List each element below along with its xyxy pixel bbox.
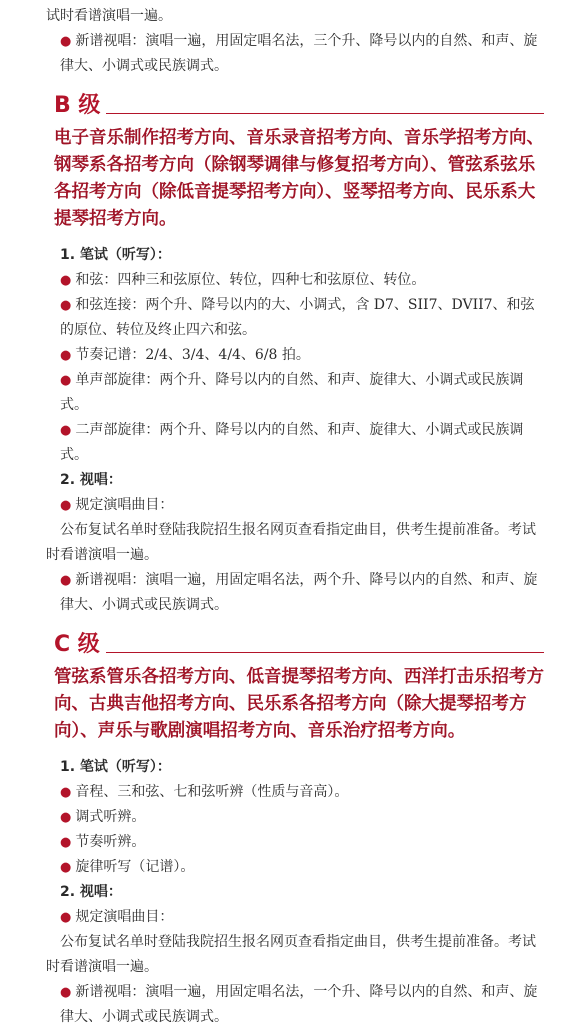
bullet-icon: ● bbox=[60, 34, 72, 49]
bullet-icon: ● bbox=[60, 810, 72, 825]
list-item bbox=[60, 268, 544, 293]
bullet-text: 规定演唱曲目： bbox=[75, 497, 174, 513]
level-b-header bbox=[54, 93, 544, 119]
bullet-icon: ● bbox=[60, 273, 72, 288]
level-b-rule bbox=[106, 113, 544, 114]
bullet-icon: ● bbox=[60, 348, 72, 363]
bullet-icon: ● bbox=[60, 373, 72, 388]
bullet-text: 单声部旋律：两个升、降号以内的自然、和声、旋律大、小调式或民族调式。 bbox=[60, 372, 524, 413]
level-c-sight-title: 2. 视唱： bbox=[60, 884, 122, 900]
list-item bbox=[60, 493, 544, 518]
bullet-text: 音程、三和弦、七和弦听辨（性质与音高）。 bbox=[75, 784, 349, 800]
bullet-icon: ● bbox=[60, 910, 72, 925]
list-item bbox=[60, 343, 544, 368]
bullet-text: 新谱视唱：演唱一遍，用固定唱名法，一个升、降号以内的自然、和声、旋律大、小调式或民族调式。 bbox=[60, 984, 538, 1025]
bullet-text: 规定演唱曲目： bbox=[75, 909, 174, 925]
bullet-icon: ● bbox=[60, 423, 72, 438]
bullet-text: 旋律听写（记谱）。 bbox=[75, 859, 195, 875]
list-item bbox=[60, 905, 544, 930]
list-item bbox=[60, 980, 544, 1030]
list-item bbox=[60, 418, 544, 468]
bullet-icon: ● bbox=[60, 835, 72, 850]
bullet-text: 节奏听辨。 bbox=[75, 834, 146, 850]
bullet-icon: ● bbox=[60, 298, 72, 313]
bullet-text: 二声部旋律：两个升、降号以内的自然、和声、旋律大、小调式或民族调式。 bbox=[60, 422, 524, 463]
level-b-written-title: 1. 笔试（听写）： bbox=[60, 247, 171, 263]
bullet-text: 和弦连接：两个升、降号以内的大、小调式，含 D7、SII7、DVII7、和弦的原位、转位及终止四六和弦。 bbox=[60, 297, 535, 338]
list-item bbox=[60, 368, 544, 418]
bullet-text: 和弦：四种三和弦原位、转位，四种七和弦原位、转位。 bbox=[75, 272, 426, 288]
level-b-sight-paragraph: 公布复试名单时登陆我院招生报名网页查看指定曲目，供考生提前准备。考试时看谱演唱一遍。 bbox=[46, 522, 536, 563]
list-item bbox=[60, 780, 544, 805]
bullet-icon: ● bbox=[60, 985, 72, 1000]
intro-continuation: 试时看谱演唱一遍。 bbox=[46, 8, 172, 24]
bullet-icon: ● bbox=[60, 860, 72, 875]
level-c-written-title: 1. 笔试（听写）： bbox=[60, 759, 171, 775]
level-c-rule bbox=[106, 652, 544, 653]
list-item bbox=[60, 568, 544, 618]
level-c-sight-paragraph: 公布复试名单时登陆我院招生报名网页查看指定曲目，供考生提前准备。考试时看谱演唱一遍。 bbox=[46, 934, 536, 975]
level-b-sight-title: 2. 视唱： bbox=[60, 472, 122, 488]
level-c-title: C 级 bbox=[54, 632, 100, 657]
list-item bbox=[60, 855, 544, 880]
bullet-text: 节奏记谱：2/4、3/4、4/4、6/8 拍。 bbox=[75, 347, 310, 363]
bullet-icon: ● bbox=[60, 498, 72, 513]
list-item bbox=[60, 293, 544, 343]
level-b-directions: 电子音乐制作招考方向、音乐录音招考方向、音乐学招考方向、钢琴系各招考方向（除钢琴调律与修复招考方向）、管弦系弦乐各招考方向（除低音提琴招考方向）、竖琴招考方向、民乐系大提琴招考方向。 bbox=[54, 128, 544, 229]
bullet-icon: ● bbox=[60, 573, 72, 588]
level-b-title: B 级 bbox=[54, 93, 101, 118]
bullet-text: 新谱视唱：演唱一遍，用固定唱名法，两个升、降号以内的自然、和声、旋律大、小调式或民族调式。 bbox=[60, 572, 538, 613]
bullet-text: 新谱视唱：演唱一遍，用固定唱名法，三个升、降号以内的自然、和声、旋律大、小调式或民族调式。 bbox=[60, 33, 538, 74]
level-c-header bbox=[54, 632, 544, 658]
level-c-directions: 管弦系管乐各招考方向、低音提琴招考方向、西洋打击乐招考方向、古典吉他招考方向、民乐系各招考方向（除大提琴招考方向）、声乐与歌剧演唱招考方向、音乐治疗招考方向。 bbox=[54, 667, 544, 741]
bullet-text: 调式听辨。 bbox=[75, 809, 146, 825]
bullet-icon: ● bbox=[60, 785, 72, 800]
list-item bbox=[60, 830, 544, 855]
list-item bbox=[60, 805, 544, 830]
intro-bullet bbox=[60, 29, 544, 79]
